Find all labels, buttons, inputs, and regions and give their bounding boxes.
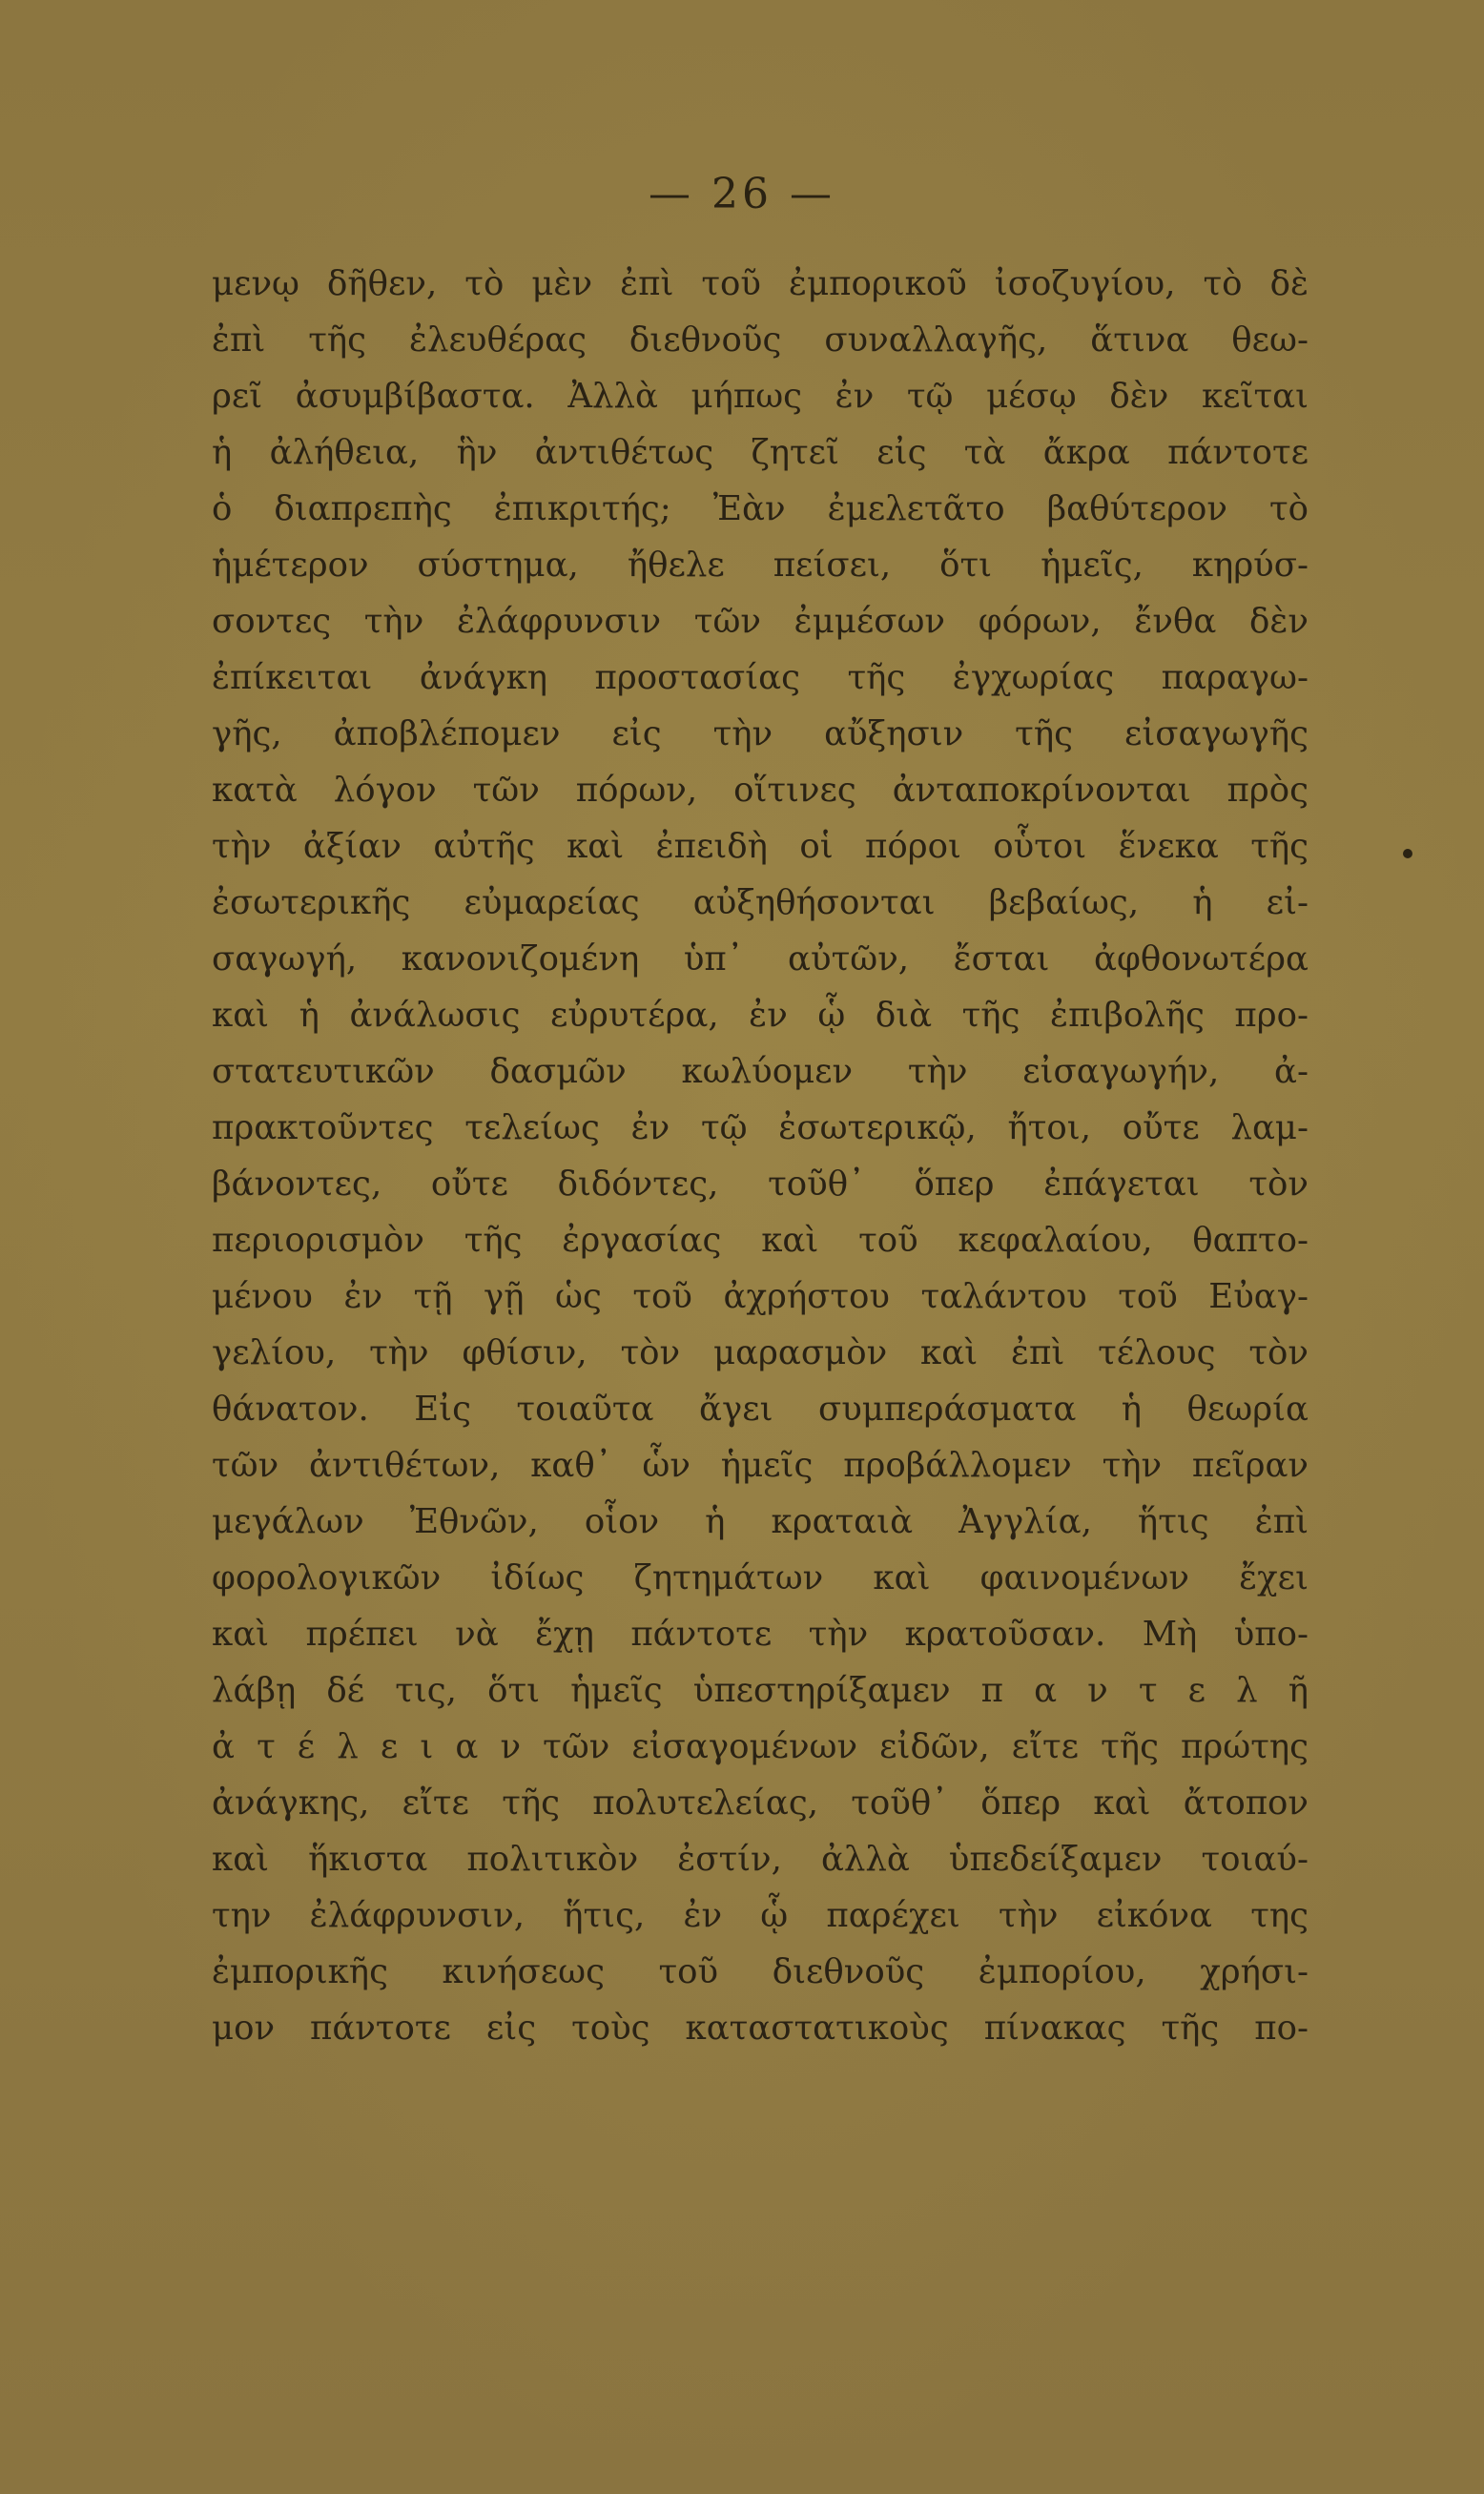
text-line: σαγωγή, κανονιζομένη ὑπ᾽ αὐτῶν, ἔσται ἀφθονωτέρα	[212, 939, 1309, 979]
text-line: καὶ ἡ ἀνάλωσις εὐρυτέρα, ἐν ᾧ διὰ τῆς ἐπιβολῆς προ-	[212, 996, 1309, 1035]
text-line: τὴν ἀξίαν αὐτῆς καὶ ἐπειδὴ οἱ πόροι οὗτοι ἕνεκα τῆς	[212, 827, 1309, 866]
text-line: ἡ ἀλήθεια, ἣν ἀντιθέτως ζητεῖ εἰς τὰ ἄκρα πάντοτε	[212, 433, 1309, 472]
text-line: ἐπίκειται ἀνάγκη προστασίας τῆς ἐγχωρίας παραγω-	[212, 658, 1309, 697]
text-line: ρεῖ ἀσυμβίβαστα. Ἀλλὰ μήπως ἐν τῷ μέσῳ δὲν κεῖται	[212, 377, 1309, 416]
body-text	[212, 256, 1309, 2056]
text-line: τῶν ἀντιθέτων, καθ᾽ ὧν ἡμεῖς προβάλλομεν τὴν πεῖραν	[212, 1446, 1309, 1485]
text-line: φορολογικῶν ἰδίως ζητημάτων καὶ φαινομένων ἔχει	[212, 1558, 1309, 1597]
text-line: ἀνάγκης, εἴτε τῆς πολυτελείας, τοῦθ᾽ ὅπερ καὶ ἄτοπον	[212, 1783, 1309, 1823]
text-line: στατευτικῶν δασμῶν κωλύομεν τὴν εἰσαγωγήν, ἀ-	[212, 1052, 1309, 1091]
text-line: ἀ τ έ λ ε ι α ν τῶν εἰσαγομένων εἰδῶν, εἴτε τῆς πρώτης	[212, 1727, 1309, 1766]
text-line: ὁ διαπρεπὴς ἐπικριτής; Ἐὰν ἐμελετᾶτο βαθύτερον τὸ	[212, 489, 1309, 528]
text-line: κατὰ λόγον τῶν πόρων, οἵτινες ἀνταποκρίνονται πρὸς	[212, 771, 1309, 810]
text-line: λάβῃ δέ τις, ὅτι ἡμεῖς ὑπεστηρίξαμεν π α ν τ ε λ ῆ	[212, 1671, 1309, 1710]
text-line: πρακτοῦντες τελείως ἐν τῷ ἐσωτερικῷ, ἤτοι, οὔτε λαμ-	[212, 1108, 1309, 1147]
text-line: ἐσωτερικῆς εὐμαρείας αὐξηθήσονται βεβαίως, ἡ εἰ-	[212, 883, 1309, 922]
page-number: — 26 —	[649, 170, 835, 218]
text-line: μον πάντοτε εἰς τοὺς καταστατικοὺς πίνακας τῆς πο-	[212, 2009, 1309, 2048]
text-line: βάνοντες, οὔτε διδόντες, τοῦθ᾽ ὅπερ ἐπάγεται τὸν	[212, 1165, 1309, 1204]
text-line: μενῳ δῆθεν, τὸ μὲν ἐπὶ τοῦ ἐμπορικοῦ ἰσοζυγίου, τὸ δὲ	[212, 264, 1309, 303]
text-line: την ἐλάφρυνσιν, ἥτις, ἐν ᾧ παρέχει τὴν εἰκόνα της	[212, 1896, 1309, 1935]
ink-spot	[1403, 849, 1412, 858]
text-line: ἡμέτερον σύστημα, ἤθελε πείσει, ὅτι ἡμεῖς, κηρύσ-	[212, 546, 1309, 585]
text-line: γελίου, τὴν φθίσιν, τὸν μαρασμὸν καὶ ἐπὶ τέλους τὸν	[212, 1333, 1309, 1372]
text-line: γῆς, ἀποβλέπομεν εἰς τὴν αὔξησιν τῆς εἰσαγωγῆς	[212, 714, 1309, 753]
text-line: θάνατον. Εἰς τοιαῦτα ἄγει συμπεράσματα ἡ θεωρία	[212, 1390, 1309, 1429]
text-line: καὶ ἥκιστα πολιτικὸν ἐστίν, ἀλλὰ ὑπεδείξαμεν τοιαύ-	[212, 1840, 1309, 1879]
text-line: ἐπὶ τῆς ἐλευθέρας διεθνοῦς συναλλαγῆς, ἅτινα θεω-	[212, 320, 1309, 360]
text-line: περιορισμὸν τῆς ἐργασίας καὶ τοῦ κεφαλαίου, θαπτο-	[212, 1221, 1309, 1260]
text-line: σοντες τὴν ἐλάφρυνσιν τῶν ἐμμέσων φόρων, ἔνθα δὲν	[212, 602, 1309, 641]
text-line: μένου ἐν τῇ γῇ ὡς τοῦ ἀχρήστου ταλάντου τοῦ Εὐαγ-	[212, 1277, 1309, 1316]
text-line: καὶ πρέπει νὰ ἔχῃ πάντοτε τὴν κρατοῦσαν. Μὴ ὑπο-	[212, 1615, 1309, 1654]
text-line: μεγάλων Ἐθνῶν, οἷον ἡ κραταιὰ Ἀγγλία, ἥτις ἐπὶ	[212, 1502, 1309, 1541]
text-line: ἐμπορικῆς κινήσεως τοῦ διεθνοῦς ἐμπορίου, χρήσι-	[212, 1952, 1309, 1991]
